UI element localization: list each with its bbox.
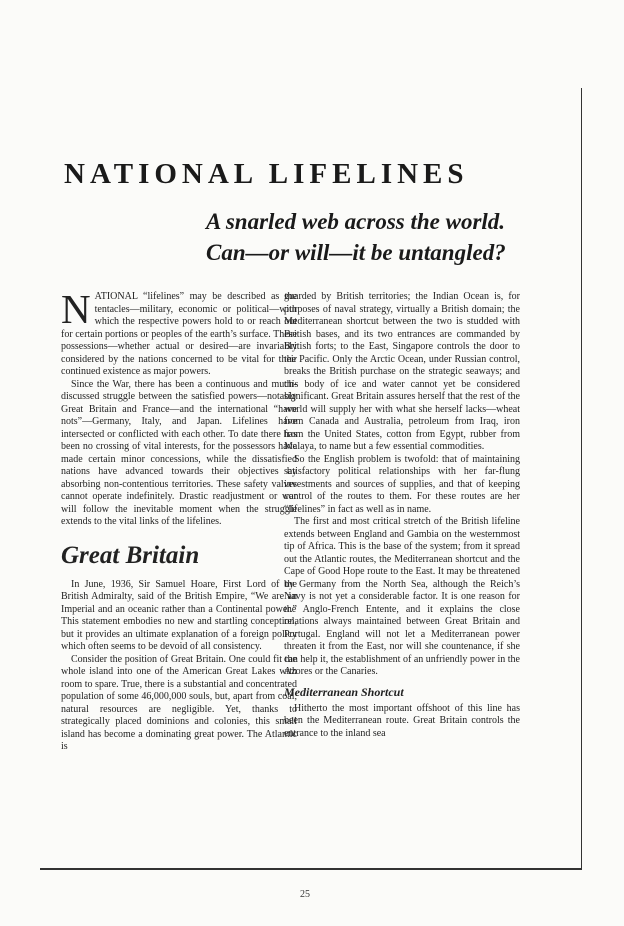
gb-paragraph-5: The first and most critical stretch of the British lifeline extends between England and Gambia on the westernmost tip of Africa. This is the base of the system; from it spread out the Atlantic routes, the Mediterranean shortcut and the Cape of Good Hope route to the East. It may be threatened by Germany from the North Sea, although the Reich’s Navy is not yet a considerable factor. It is one reason for the Anglo-French Entente, and it explains the close relations always maintained between Great Britain and Portugal. England will not let a Mediterranean power threaten it from the East, nor will she countenance, if she can help it, the establishment of an unfriendly power in the Azores or the Canaries. (284, 516, 520, 677)
intro-paragraph-1 (61, 286, 297, 379)
text-column-right (284, 291, 520, 740)
intro-paragraph-1-text: ATIONAL “lifelines” may be described as the tentacles—military, economic or political—with which the respective powers hold to or reach out for certain portions or peoples of the earth’s surface. These possessions—whether actual or desired—are invariably considered by the nations concerned to be vital for their continued existence as major powers. (61, 291, 297, 377)
section-heading-mediterranean: Mediterranean Shortcut (284, 684, 404, 699)
drop-cap: N (61, 286, 91, 332)
mediterranean-paragraph-1: Hitherto the most important offshoot of this line has been the Mediterranean route. Great Britain controls the entrance to the inland sea (284, 702, 520, 739)
text-column-left (61, 286, 297, 754)
article-subtitle-line-2: Can—or will—it be untangled? (206, 240, 506, 265)
page-right-border (581, 88, 582, 868)
gb-paragraph-3: guarded by British territories; the Indian Ocean is, for purposes of naval strategy, virtually a British domain; the Mediterranean shortcut between the two is studded with British bases, and its two entrances are commanded by British forts; to the East, Singapore controls the door to the Pacific. Only the Arctic Ocean, under Russian control, breaks the British purchase on the strategic seaways; and this body of ice and water cannot yet be considered significant. Great Britain assures herself that the rest of the world will supply her with what she herself lacks—wheat from Canada and Australia, petroleum from Iraq, iron from the United States, cotton from Egypt, rubber from Malaya, to name but a few essential commodities. (284, 291, 520, 452)
article-title: NATIONAL LIFELINES (64, 158, 469, 190)
intro-paragraph-2: Since the War, there has been a continuous and much-discussed struggle between the satisfied powers—notably Great Britain and France—and the international “have nots”—Germany, Italy, and Japan. Lifelines have intersected or conflicted with each other. To date there has been no crossing of vital interests, for the possessors have made certain minor concessions, while the dissatisfied nations have advanced towards their objectives by absorbing non-contentious territories. These safety valves cannot operate indefinitely. Drastic readjustment or war will follow the inevitable moment when the struggle extends to the vital links of the lifelines. (61, 378, 297, 527)
page-number: 25 (300, 889, 310, 900)
gb-paragraph-4: So the English problem is twofold: that of maintaining satisfactory political relationships with her far-flung investments and sources of supplies, and that of keeping control of the routes to them. For these routes are her “lifelines” in fact as well as in name. (284, 453, 520, 515)
article-subtitle-line-1: A snarled web across the world. (206, 209, 506, 234)
gb-paragraph-2: Consider the position of Great Britain. One could fit the whole island into one of the American Great Lakes with room to spare. True, there is a substantial and concentrated population of some 46,000,000 souls, but, apart from coal, natural resources are negligible. Yet, thanks to strategically placed dominions and colonies, this small island has become a dominating great power. The Atlantic is (61, 653, 297, 752)
section-heading-great-britain: Great Britain (61, 541, 200, 569)
gb-paragraph-1: In June, 1936, Sir Samuel Hoare, First Lord of the British Admiralty, said of the British Empire, “We are an Imperial and an oceanic rather than a Continental power.” This statement embodies no new and startling conception, but it provides an ultimate explanation of a foreign policy which often seems to be devoid of all consistency. (61, 578, 297, 652)
page-bottom-border (40, 868, 582, 870)
